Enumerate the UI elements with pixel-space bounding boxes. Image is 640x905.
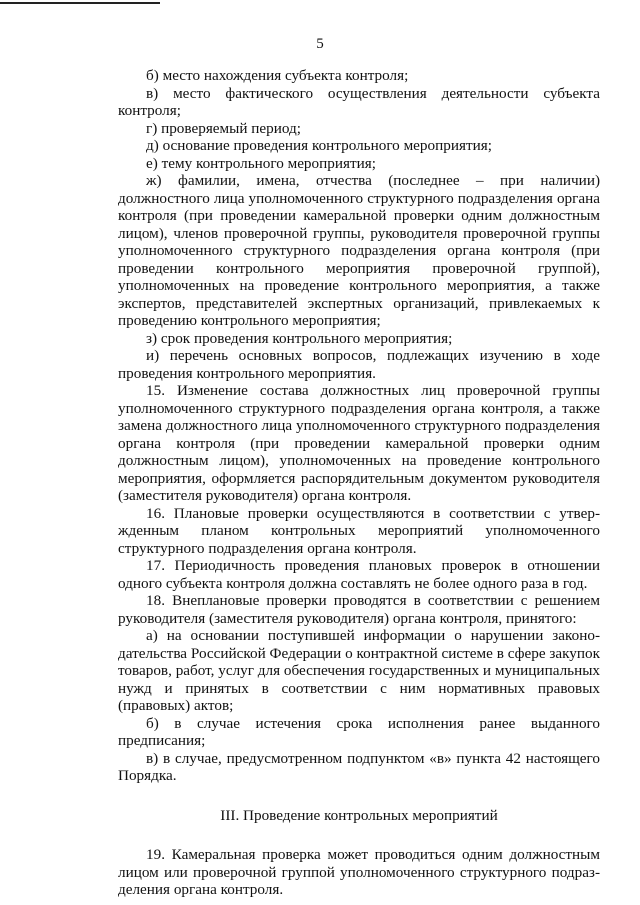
paragraph-zh: ж) фамилии, имена, отчества (последнее – при наличии) должностного лица уполномоченного структурного подразделения органа контроля (при проведении камеральной проверки одним должностным лицом), членов проверочной группы, руководителя проверочной группы уполномоченного структурного подразделения органа контроля (при проведении контрольного мероприятия проверочной группой), уполномоченных на проведение контрольного мероприятия, а также экспертов, представителей экспертных организаций, привлекаемых к проведению контрольного мероприятия; xyxy=(118,172,600,329)
page-number: 5 xyxy=(316,36,324,52)
header-rule xyxy=(0,2,160,4)
paragraph-18-b: б) в случае истечения срока исполнения ранее выданного предписания; xyxy=(118,714,600,749)
paragraph-v: в) место фактического осуществления деятельности субъекта контроля; xyxy=(118,84,600,119)
section-title: III. Проведение контрольных мероприятий xyxy=(220,806,498,824)
paragraph-g: г) проверяемый период; xyxy=(146,119,301,137)
paragraph-18-a: а) на основании поступившей информации о нарушении законодательства Российской Федерации о контрактной системе в сфере закупок товаров, работ, услуг для обеспечения государственных и муниципальных нужд и принятых в соответствии с ним нормативных правовых (правовых) актов; xyxy=(118,627,600,714)
paragraph-17: 17. Периодичность проведения плановых проверок в отношении одного субъекта контроля должна составлять не более одного раза в год. xyxy=(118,557,600,592)
paragraph-z: з) срок проведения контрольного мероприятия; xyxy=(146,329,453,347)
paragraph-d: д) основание проведения контрольного мероприятия; xyxy=(146,137,492,154)
paragraph-b: б) место нахождения субъекта контроля; xyxy=(146,67,409,84)
paragraph-15: 15. Изменение состава должностных лиц проверочной группы уполномоченного структурного подразделения органа контроля, а также замена должностного лица уполномоченного структурного подразделения органа контроля (при проведении камеральной проверки одним должностным лицом), уполномоченных на проведение контрольного мероприятия, оформляется распорядительным документом руководителя (заместителя руководителя) органа контроля. xyxy=(118,382,600,504)
paragraph-16: 16. Плановые проверки осуществляются в соответствии с утвержденным планом контрольных мероприятий уполномоченного структурного подразделения органа контроля. xyxy=(118,504,600,557)
paragraph-i: и) перечень основных вопросов, подлежащих изучению в ходе проведения контрольного мероприятия. xyxy=(118,347,600,382)
paragraph-18-v: в) в случае, предусмотренном подпунктом «в» пункта 42 настоящего Порядка. xyxy=(118,749,600,784)
document-body xyxy=(118,67,600,899)
paragraph-18: 18. Внеплановые проверки проводятся в соответствии с решением руководителя (заместителя руководителя) органа контроля, принятого: xyxy=(118,592,600,627)
paragraph-19: 19. Камеральная проверка может проводиться одним должностным лицом или проверочной группой уполномоченного структурного подразделения органа контроля. xyxy=(118,846,600,898)
paragraph-e: е) тему контрольного мероприятия; xyxy=(146,154,376,172)
